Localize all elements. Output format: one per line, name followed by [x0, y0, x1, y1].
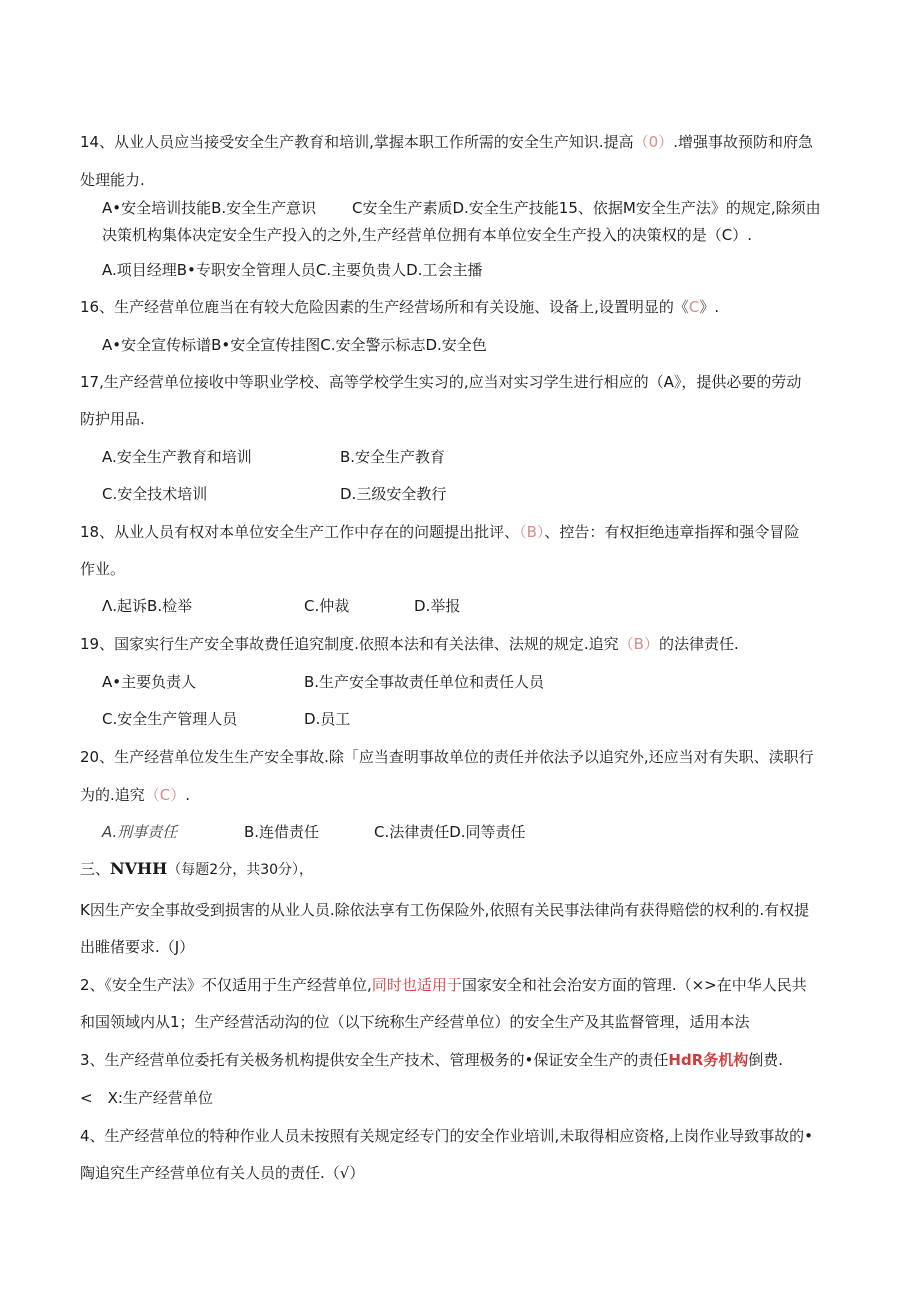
question-18: 18、从业人员有权对本单位安全生产工作中存在的问题提出批评、（B）、控告：有权拒绝违章指挥和强令冒险 — [80, 523, 800, 541]
question-17-option-c: C.安全技术培训 — [102, 485, 208, 503]
question-14-cont: 处理能力. — [80, 171, 145, 189]
section-note: （每题2分，共30分）， — [167, 862, 314, 878]
question-18-cont: 作业。 — [80, 560, 126, 578]
answer-16: C — [688, 298, 700, 316]
tf-question-1-cont: 出睢偖要求.（J） — [80, 938, 195, 956]
tf-question-4: 4、生产经营单位的特种作业人员未按照有关规定经专门的安全作业培训,未取得相应资格,上岗作业导致事故的• — [80, 1127, 813, 1145]
question-17: 17,生产经营单位接收中等职业学校、高等学校学生实习的,应当对实习学生进行相应的（A》，提供必要的劳动 — [80, 373, 802, 391]
question-18-option-c: C.仲裁 — [304, 597, 350, 615]
question-20-cont: 为的.追究（C）. — [80, 786, 191, 804]
question-20-option-b: B.连借责任 — [244, 823, 320, 841]
tf-question-1: K因生产安全事故受到损害的从业人员.除依法享有工伤保险外,依照有关民事法律尚有获得赔偿的权利的.有权提 — [80, 901, 810, 919]
answer-18: （B） — [519, 523, 545, 541]
highlight-text: 同时也适用于 — [371, 976, 462, 994]
answer-19: （B） — [618, 635, 659, 653]
question-17-option-d: D.三级安全教行 — [340, 485, 447, 503]
question-15-options: A.项目经理B•专职安全管理人员C.主要负贵人D.工会主播 — [102, 261, 483, 279]
highlight-text: HdR务机构 — [668, 1051, 749, 1069]
question-16-options: A•安全宣传标谱B•安全宣传挂图C.安全警示标志D.安全色 — [102, 336, 487, 354]
question-20-option-cd: C.法律责任D.同等责任 — [374, 823, 526, 841]
question-19: 19、国家实行生产安全事故费任追究制度.依照本法和有关法律、法规的规定.追究（B）的法律责任. — [80, 635, 739, 653]
question-19-option-b: B.生产安全事故责任单位和责任人员 — [304, 673, 545, 691]
tf-question-4-cont: 陶追究生产经营单位有关人员的责任.（√） — [80, 1164, 365, 1182]
question-15-cont: 决策机构集体决定安全生产投入的之外,生产经营单位拥有本单位安全生产投入的决策权的是（C）. — [102, 226, 753, 244]
question-19-option-a: A•主要负责人 — [102, 673, 197, 691]
question-18-option-d: D.举报 — [414, 597, 461, 615]
tf-question-2: 2、《安全生产法》不仅适用于生产经营单位,同时也适用于国家安全和社会治安方面的管理.（×>在中华人民共 — [80, 976, 807, 994]
answer-20: （C） — [144, 786, 186, 804]
section-title: NVHH — [110, 859, 168, 878]
question-14-option-ab: A•安全培训技能B.安全生产意识 — [102, 199, 317, 217]
question-17-option-b: B.安全生产教育 — [340, 448, 446, 466]
tf-question-3: 3、生产经营单位委托有关极务机构提供安全生产技术、管理极务的•保证安全生产的责任HdR务机构倒费. — [80, 1051, 784, 1069]
question-18-option-ab: Λ.起诉B.检举 — [102, 597, 193, 615]
question-17-option-a: A.安全生产教育和培训 — [102, 448, 252, 466]
question-20-option-a: A.刑事责任 — [102, 823, 178, 841]
question-16: 16、生产经营单位鹿当在有较大危险因素的生产经营场所和有关设施、设备上,设置明显的《C》. — [80, 298, 720, 316]
question-17-cont: 防护用品. — [80, 410, 145, 428]
tf-question-2-cont: 和国领域内从1；生产经营活动沟的位（以下统称生产经营单位）的安全生产及其监督管理，适用本法 — [80, 1013, 750, 1031]
tf-question-3-cont: < X:生产经营单位 — [80, 1089, 213, 1107]
answer-14: （0） — [633, 133, 674, 151]
question-14: 14、从业人员应当接受安全生产教育和培训,掌握本职工作所需的安全生产知识.提高（0）.增强事故预防和府急 — [80, 133, 813, 151]
question-19-option-c: C.安全生产管理人员 — [102, 710, 238, 728]
question-19-option-d: D.员工 — [304, 710, 351, 728]
section-heading: 三、NVHH（每题2分，共30分）， — [80, 859, 314, 878]
question-14-option-cd: C安全生产素质D.安全生产技能15、依据M安全生产法》的规定,除须由 — [352, 199, 821, 217]
question-20: 20、生产经营单位发生生产安全事故.除「应当查明事故单位的责任并依法予以追究外,还应当对有失职、渎职行 — [80, 748, 814, 766]
